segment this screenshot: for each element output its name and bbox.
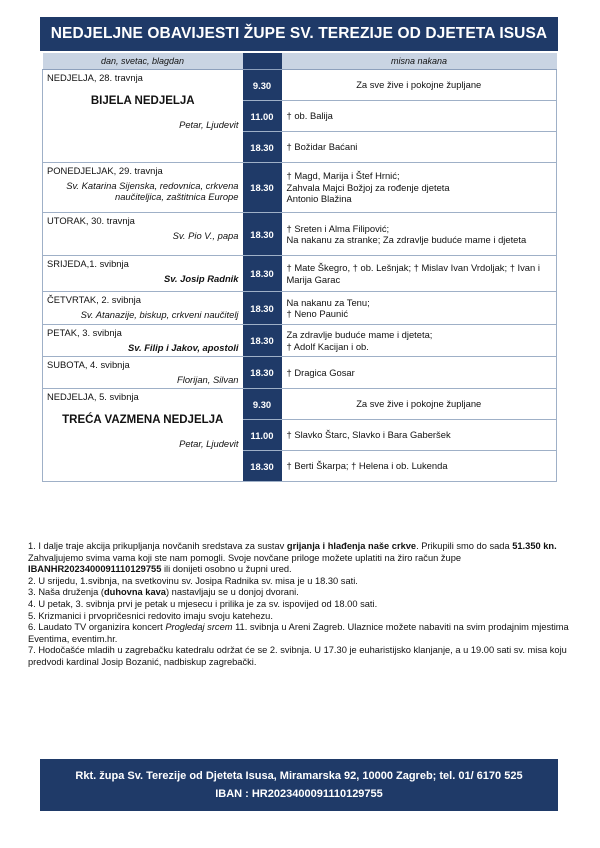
mass-time: 9.30 [243, 389, 282, 420]
mass-time: 9.30 [243, 70, 282, 101]
page-title: NEDJELJNE OBAVIJESTI ŽUPE SV. TEREZIJE OD DJETETA ISUSA [40, 17, 558, 51]
schedule-row [43, 325, 557, 357]
day-name: UTORAK, 30. travnja [47, 215, 135, 226]
announcement-text: duhovna kava [103, 587, 166, 598]
day-cell [43, 357, 243, 389]
announcement-text: grijanja i hlađenja naše crkve [286, 541, 417, 551]
mass-time: 18.30 [243, 256, 282, 292]
feast-name: TREĆA VAZMENA NEDJELJA [62, 413, 224, 426]
announcement-text: 51.350 kn. [512, 541, 557, 551]
mass-intention [282, 213, 557, 256]
mass-time: 18.30 [243, 357, 282, 389]
day-name: NEDJELJA, 5. svibnja [47, 391, 139, 402]
announcement-text: 11. svibnja u Areni Zagreb. Ulaznice možete nabaviti na svim prodajnim mjestima Eventima, eventim.hr. [28, 622, 569, 644]
saints-of-day: Petar, Ljudevit [179, 119, 239, 130]
saints-of-day: Sv. Katarina Sijenska, redovnica, crkvena naučiteljica, zaštitnica Europe [66, 179, 239, 202]
announcement-text: 4. U petak, 3. svibnja prvi je petak u mjesecu i prilika je za sv. ispovijed od 18.00 sati. [28, 598, 378, 609]
announcement-text: 5. Krizmanici i prvopričesnici redovito imaju svoju katehezu. [28, 610, 273, 621]
intention-line: Zahvala Majci Božjoj za rođenje djeteta [286, 181, 450, 193]
schedule-row [43, 70, 557, 101]
announcement-text: 6. Laudato TV organizira koncert [28, 622, 166, 633]
schedule-row [43, 163, 557, 213]
header-day: dan, svetac, blagdan [43, 53, 243, 70]
saints-of-day: Sv. Josip Radnik [163, 272, 239, 284]
day-cell [43, 213, 243, 256]
intention-line: Na nakanu za Tenu; [286, 296, 370, 308]
mass-intention: † Berti Škarpa; † Helena i ob. Lukenda [282, 451, 557, 482]
schedule-row [43, 292, 557, 325]
announcement-text: Progledaj srcem [165, 622, 233, 633]
intention-line: † Magd, Marija i Štef Hrnić; [286, 170, 400, 182]
mass-time: 18.30 [243, 132, 282, 163]
intention-line: Antonio Blažina [286, 193, 352, 205]
intention-line: † Neno Paunić [286, 308, 349, 319]
footer-address: Rkt. župa Sv. Terezije od Djeteta Isusa, Miramarska 92, 10000 Zagreb; tel. 01/ 6170 525 [75, 770, 523, 782]
saints-of-day: Sv. Atanazije, biskup, crkveni naučitelj [80, 308, 239, 320]
announcements [28, 541, 573, 669]
saints-of-day: Florijan, Silvan [177, 373, 239, 385]
announcement-item [28, 599, 573, 611]
day-name: SUBOTA, 4. svibnja [47, 359, 130, 370]
day-cell [43, 389, 243, 482]
footer-iban: IBAN : HR2023400091110129755 [215, 788, 383, 800]
intention-line: † Mate Škegro, † ob. Lešnjak; † Mislav Ivan Vrdoljak; † Ivan i Marija Garac [286, 262, 540, 285]
announcement-text: ) nastavljaju se u donjoj dvorani. [165, 587, 299, 598]
day-cell [43, 325, 243, 357]
header-time [243, 53, 282, 70]
announcement-item [28, 587, 573, 599]
announcement-text: ili donijeti osobno u župni ured. [161, 564, 292, 575]
mass-schedule-table [42, 53, 557, 482]
day-name: PONEDJELJAK, 29. travnja [47, 165, 163, 176]
intention-line: † Adolf Kacijan i ob. [286, 340, 369, 352]
mass-intention: † ob. Balija [282, 101, 557, 132]
mass-intention: † Slavko Štarc, Slavko i Bara Gaberšek [282, 420, 557, 451]
intention-line: Za zdravlje buduće mame i djeteta; [286, 329, 433, 340]
schedule-row [43, 357, 557, 389]
saints-of-day: Sv. Pio V., papa [172, 229, 239, 241]
header-intention: misna nakana [282, 53, 557, 70]
mass-intention [282, 163, 557, 213]
mass-intention: † Božidar Baćani [282, 132, 557, 163]
announcement-item [28, 611, 573, 623]
day-name: NEDJELJA, 28. travnja [47, 72, 143, 83]
schedule-row [43, 213, 557, 256]
mass-time: 11.00 [243, 101, 282, 132]
schedule-row [43, 389, 557, 420]
day-name: ČETVRTAK, 2. svibnja [47, 294, 141, 305]
intention-line: † Dragica Gosar [286, 366, 355, 378]
mass-intention [282, 325, 557, 357]
mass-intention [282, 357, 557, 389]
announcement-item [28, 645, 573, 668]
mass-time: 18.30 [243, 451, 282, 482]
mass-time: 18.30 [243, 292, 282, 325]
mass-intention [282, 292, 557, 325]
announcement-text: 3. Naša druženja ( [28, 587, 104, 598]
mass-time: 18.30 [243, 213, 282, 256]
day-cell [43, 292, 243, 325]
announcement-item [28, 541, 573, 576]
saints-of-day: Sv. Filip i Jakov, apostoli [128, 341, 239, 353]
table-header [43, 53, 557, 70]
footer [40, 759, 558, 811]
announcement-text: 2. U srijedu, 1.svibnja, na svetkovinu sv. Josipa Radnika sv. misa je u 18.30 sati. [28, 575, 358, 586]
feast-name: BIJELA NEDJELJA [90, 94, 195, 107]
mass-time: 11.00 [243, 420, 282, 451]
day-name: PETAK, 3. svibnja [47, 327, 122, 338]
schedule-row [43, 256, 557, 292]
announcement-text: 1. I dalje traje akcija prikupljanja novčanih sredstava za sustav [28, 541, 287, 551]
day-name: SRIJEDA,1. svibnja [47, 258, 129, 269]
announcement-text: 7. Hodočašće mladih u zagrebačku katedralu održat će se 2. svibnja. U 17.30 je euharistijsko klanjanje, a u 19.00 sati sv. misa koju predvodi kardinal Josip Bozanić, nadbiskup zagrebački. [28, 645, 567, 667]
day-cell [43, 256, 243, 292]
day-cell [43, 70, 243, 163]
mass-intention: Za sve žive i pokojne župljane [282, 70, 557, 101]
announcement-text: IBANHR2023400091110129755 [28, 564, 162, 575]
day-cell [43, 163, 243, 213]
announcement-item [28, 576, 573, 588]
announcement-item [28, 622, 573, 645]
mass-intention [282, 256, 557, 292]
announcement-text: Zahvaljujemo svima vama koji ste nam pomogli. Svoje novčane priloge možete uplatiti na žiro račun župe [28, 552, 462, 563]
intention-line: † Sreten i Alma Filipović; [286, 222, 390, 234]
saints-of-day: Petar, Ljudevit [179, 438, 239, 449]
intention-line: Na nakanu za stranke; Za zdravlje buduće mame i djeteta [286, 234, 527, 245]
mass-time: 18.30 [243, 163, 282, 213]
mass-time: 18.30 [243, 325, 282, 357]
announcement-text: . Prikupili smo do sada [416, 541, 513, 551]
mass-intention: Za sve žive i pokojne župljane [282, 389, 557, 420]
